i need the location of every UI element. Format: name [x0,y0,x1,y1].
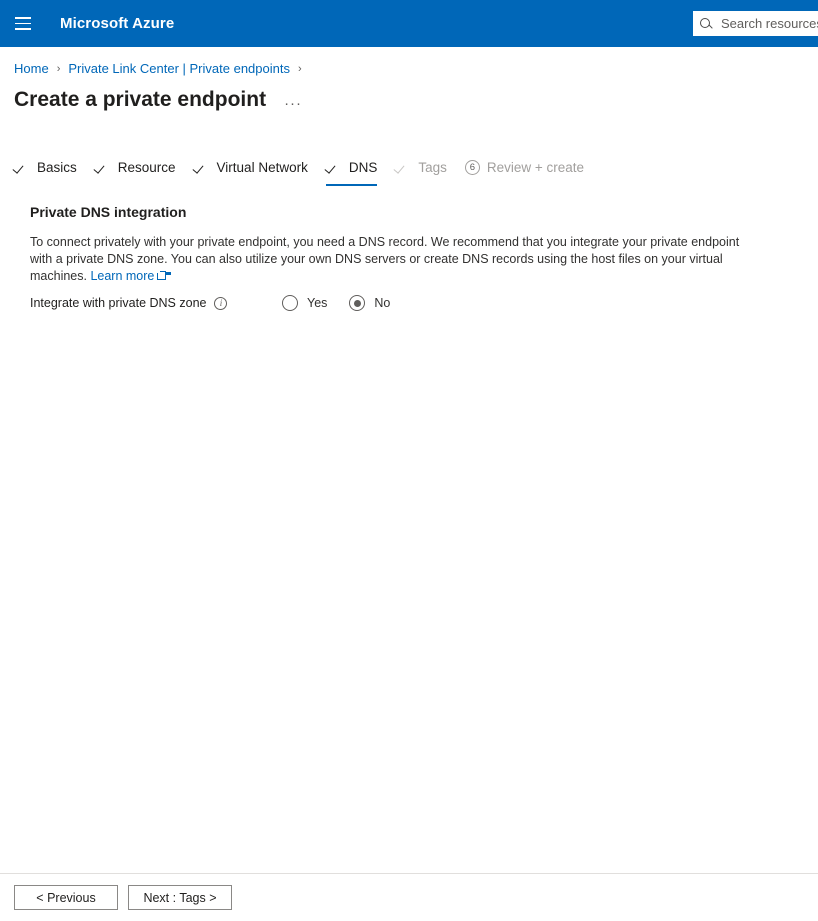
radio-label-no: No [374,296,391,310]
description-text: To connect privately with your private endpoint, you need a DNS record. We recommend that you integrate your private endpoint with a private DNS zone. You can also utilize your own DNS servers or create DNS records using the host files on your virtual machines. [30,235,740,283]
more-actions-button[interactable]: ··· [284,94,303,112]
next-tags-button[interactable]: Next : Tags > [128,885,232,910]
tab-virtual-network[interactable] [194,156,308,186]
search-icon [699,17,713,31]
breadcrumb-separator-icon: › [56,62,61,75]
wizard-tabs [0,156,818,186]
tab-virtual-network-label: Virtual Network [216,159,308,175]
tab-resource-label: Resource [117,159,176,175]
tab-basics[interactable] [14,156,77,186]
check-icon [14,160,30,174]
check-icon [395,160,411,174]
integrate-private-dns-zone-row [30,295,804,311]
tab-dns[interactable] [326,156,378,186]
page-title-row [0,76,818,112]
previous-button[interactable]: < Previous [14,885,118,910]
info-icon[interactable]: i [214,297,227,310]
breadcrumb-separator-icon-2: › [297,62,302,75]
learn-more-link[interactable]: Learn more [90,269,155,283]
check-icon [194,160,210,174]
tab-basics-label: Basics [37,159,77,175]
tab-dns-label: DNS [348,159,378,175]
tab-review-create[interactable] [465,156,584,186]
integrate-private-dns-zone-label-group [30,296,230,310]
breadcrumb-item-home[interactable]: Home [14,61,49,76]
radio-label-yes: Yes [307,296,328,310]
integrate-private-dns-zone-label: Integrate with private DNS zone [30,296,207,310]
section-title: Private DNS integration [30,204,187,220]
external-link-icon [157,271,166,280]
wizard-footer [0,873,818,921]
dns-step-content [0,186,818,311]
breadcrumb [0,47,818,76]
search-input[interactable] [719,15,818,32]
integrate-private-dns-zone-radio-group [282,295,412,311]
tab-tags-label: Tags [418,159,447,175]
radio-option-no[interactable] [349,295,390,311]
radio-option-yes[interactable] [282,295,327,311]
radio-circle-yes [282,295,298,311]
top-navigation-bar [0,0,818,47]
hamburger-menu-icon[interactable] [0,0,46,47]
page-title: Create a private endpoint [14,88,267,111]
section-description [30,234,760,285]
tab-review-create-label: Review + create [486,159,585,175]
check-icon [95,160,111,174]
check-icon [326,160,342,174]
global-search-box[interactable] [693,11,818,36]
tab-resource[interactable] [95,156,176,186]
breadcrumb-item-private-link-center[interactable]: Private Link Center | Private endpoints [68,61,290,76]
step-number-icon: 6 [465,160,480,175]
tab-tags[interactable] [395,156,447,186]
azure-brand-label[interactable]: Microsoft Azure [60,15,175,32]
radio-circle-no [349,295,365,311]
